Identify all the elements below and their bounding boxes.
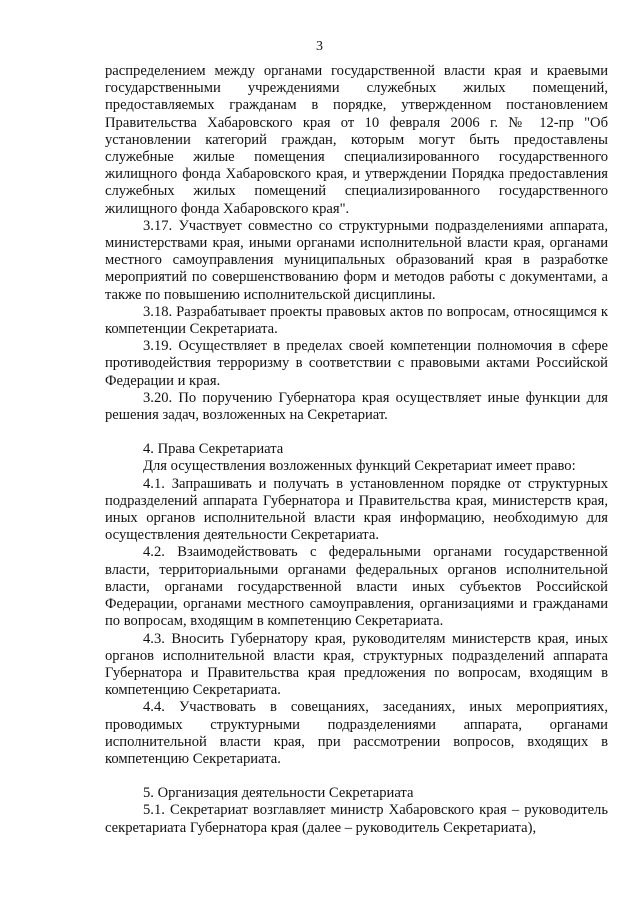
paragraph-rights-intro: Для осуществления возложенных функций Секретариат имеет право: <box>143 458 576 475</box>
page-number: 3 <box>316 39 323 54</box>
paragraph-3-17: 3.17. Участвует совместно со структурными подразделениями аппарата, министерствами края, иными органами исполнительной власти края, органами местного самоуправления муниципальных образований края в разработке мероприятий по совершенствованию форм и методов работы с документами, а также по повышению исполнительской дисциплины. <box>105 217 608 303</box>
section-heading-4: 4. Права Секретариата <box>143 441 284 458</box>
paragraph-3-18: 3.18. Разрабатывает проекты правовых актов по вопросам, относящимся к компетенции Секретариата. <box>105 303 608 338</box>
paragraph-3-20: 3.20. По поручению Губернатора края осуществляет иные функции для решения задач, возложенных на Секретариат. <box>105 389 608 424</box>
section-heading-5: 5. Организация деятельности Секретариата <box>143 785 414 802</box>
paragraph-4-3: 4.3. Вносить Губернатору края, руководителям министерств края, иных органов исполнительной власти края, структурных подразделений аппарата Губернатора и Правительства края предложения по вопросам, входящим в компетенцию Секретариата. <box>105 630 608 699</box>
paragraph-continuation: распределением между органами государственной власти края и краевыми государственными учреждениями служебных жилых помещений, предоставляемых гражданам в порядке, утвержденном постановлением Правительства Хабаровского края от 10 февраля 2006 г. № 12-пр "Об установлении категорий граждан, которым могут быть предоставлены служебные жилые помещения специализированного государственного жилищного фонда Хабаровского края, и утверждении Порядка предоставления служебных жилых помещений специализированного государственного жилищного фонда Хабаровского края". <box>105 63 608 217</box>
paragraph-4-1: 4.1. Запрашивать и получать в установленном порядке от структурных подразделений аппарата Губернатора и Правительства края, министерств края, иных органов исполнительной власти края информацию, необходимую для осуществления деятельности Секретариата. <box>105 475 608 544</box>
document-body <box>105 63 608 837</box>
paragraph-5-1: 5.1. Секретариат возглавляет министр Хабаровского края – руководитель секретариата Губернатора края (далее – руководитель Секретариата), <box>105 802 608 836</box>
paragraph-3-19: 3.19. Осуществляет в пределах своей компетенции полномочия в сфере противодействия терроризму в соответствии с правовыми актами Российской Федерации и края. <box>105 338 608 389</box>
paragraph-4-4: 4.4. Участвовать в совещаниях, заседаниях, иных мероприятиях, проводимых структурными подразделениями аппарата, органами исполнительной власти края, при рассмотрении вопросов, входящих в компетенцию Секретариата. <box>105 699 608 767</box>
paragraph-4-2: 4.2. Взаимодействовать с федеральными органами государственной власти, территориальными органами федеральных органов исполнительной власти, органами государственной власти иных субъектов Российской Федерации, органами местного самоуправления, организациями и гражданами по вопросам, входящим в компетенцию Секретариата. <box>105 544 608 630</box>
